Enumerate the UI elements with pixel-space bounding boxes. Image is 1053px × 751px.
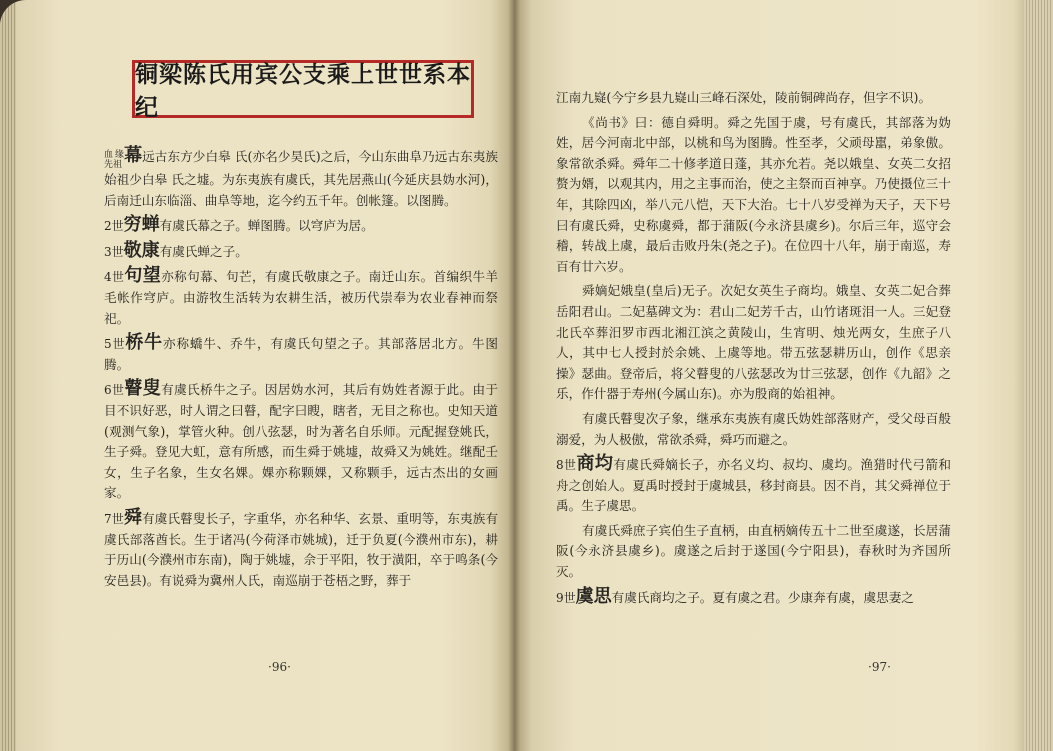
ancestor-tag: 血缘先祖 [104,150,124,170]
genealogy-entry [104,333,498,375]
left-page-text [104,146,498,595]
right-paragraph [556,454,951,517]
ancestor-name: 穷蝉 [123,214,160,236]
ancestor-name: 瞽叟 [124,378,162,400]
ancestor-name: 敬康 [123,239,160,261]
genealogy-entry [104,266,498,329]
entry-text: 亦称句幕、句芒，有虞氏敬康之子。南迁山东。首编织牛羊毛帐作穹庐。由游牧生活转为农耕生活，被历代崇奉为农业春神而祭祀。 [104,269,499,326]
left-page-edges [0,0,16,751]
entry-text: 远古东方少白皋 氏(亦名少昊氏)之后，今山东曲阜乃远古东夷族始祖少白皋 氏之墟。为东夷族有虞氏，其先居燕山(今延庆县妫水河)，后南迁山东临淄、曲阜等地，迄今约五千年。创帐篷。以图腾。 [104,149,498,208]
paragraph-text: 有虞氏舜庶子宾伯生子直柄，由直柄嫡传五十二世至虞遂，长居蒲阪(今永济县虞乡)。虞遂之后封于遂国(今宁阳县)，春秋时为齐国所灭。 [556,522,951,580]
ancestor-name: 桥牛 [125,332,164,354]
paragraph-text: 江南九嶷(今宁乡县九嶷山三峰石深处，陵前铜碑尚存，但字不识)。 [556,90,932,105]
ancestor-name: 舜 [123,506,143,528]
generation-number: 5世 [104,337,126,352]
genealogy-entry [104,379,498,504]
ancestor-name: 幕 [124,145,143,166]
right-paragraph [556,521,951,583]
paragraph-text: 有虞氏舜嫡长子，亦名义均、叔均、虞均。渔猎时代弓箭和舟之创始人。夏禹时授封于虞城县，移封商县。因不肖，其父舜禅位于禹。生子虞思。 [556,457,952,514]
generation-number: 7世 [104,511,124,526]
generation-number: 3世 [104,244,124,259]
ancestor-name: 商均 [576,453,614,475]
book-spine [508,0,520,751]
left-page [0,0,514,751]
right-page [514,0,1024,751]
title-box [132,60,474,121]
paragraph-text: 舜嫡妃娥皇(皇后)无子。次妃女英生子商均。娥皇、女英二妃合葬岳阳君山。二妃墓碑文为：君山二妃芳千古，山竹诸斑泪一人。三妃登北氏卒葬汨罗市西北湘江滨之黄陵山，生宵明、烛光两女，生庶子八人，其中七人授封於余姚、上虞等地。带五弦瑟耕历山，创作《思亲操》瑟曲。登帝后，将父瞽叟的八弦瑟改为廿三弦瑟，创作《九韶》之乐，作什器于寿州(今属山东)。亦为殷商的始祖神。 [556,283,951,402]
right-paragraph [556,113,951,278]
genealogy-entry [104,241,498,263]
paragraph-text: 有虞氏商均之子。夏有虞之君。少康奔有虞，虞思妻之 [611,589,914,605]
page-number-right: ·97· [868,660,891,674]
right-paragraph [556,281,951,405]
right-paragraph [556,409,951,450]
entry-text: 有虞氏桥牛之子。因居妫水河，其后有妫姓者源于此。由于目不识好恶，时人谓之曰瞽，配字曰瞍，瞎者，无目之称也。史知天道(观测气象)，掌管火种。创八弦瑟，时为著名自乐师。元配握登姚氏，生子舜。登见大虹，意有所感，而生舜于姚墟，故舜又为姚姓。继配壬女，生子名象，生女名婐。婐亦称颗婐，又称颗手，远古杰出的女画家。 [104,382,499,501]
generation-number: 2世 [104,219,124,234]
generation-number: 4世 [104,270,125,285]
right-paragraph [556,88,951,109]
entry-text: 有虞氏蝉之子。 [159,243,248,259]
ancestor-name: 虞思 [575,585,612,607]
entry-text: 亦称蟜牛、乔牛，有虞氏句望之子。其部落居北方。牛图腾。 [104,336,499,372]
paragraph-text: 有虞氏瞽叟次子象，继承东夷族有虞氏妫姓部落财产，受父母百般溺爱，为人极傲，常欲杀舜，舜巧而避之。 [556,410,951,447]
right-page-edges [1024,0,1053,751]
entry-text: 有虞氏幕之子。蝉图腾。以穹庐为居。 [159,218,374,234]
page-number-left: ·96· [268,660,291,674]
paragraph-text: 《尚书》曰：德自舜明。舜之先国于虞，号有虞氏，其部落为妫姓，居今河南北中部，以桃和鸟为图腾。性至孝，父顽母嚚，弟象傲。象常欲杀舜。舜年二十修孝道日蓬，其亦允若。尧以娥皇、女英二女招赘为婿，以观其内，用之主事而治，使之主祭而百神享。乃使摄位三十年，其除四凶，举八元八恺，天下大治。七十八岁受禅为天子，天下号曰有虞氏舜，史称虞舜，都于蒲阪(今永济县虞乡)。尔后三年，巡守会稽，转战上虞，最后击败丹朱(尧之子)。在位四十八年，崩于南巡，寿百有廿六岁。 [556,114,951,274]
ancestor-name: 句望 [124,265,162,287]
generation-number: 6世 [104,383,125,398]
generation-number: 8世 [556,458,577,473]
genealogy-entry [104,508,498,591]
page-title: 铜梁陈氏用宾公支乘上世世系本纪 [135,61,471,121]
right-page-text [556,88,951,612]
genealogy-entry [104,215,498,237]
entry-text: 有虞氏瞽叟长子，字重华，亦名种华、玄景、重明等，东夷族有虞氏部落酋长。生于诸冯(今荷泽市姚城)，迁于负夏(今濮州市东)，耕于历山(今濮州市东南)，陶于姚墟，佘于平阳，牧于潢阳，卒于鸣条(今安邑县)。有说舜为冀州人氏，南巡崩于苍梧之野，葬于 [104,510,499,588]
right-paragraph [556,587,951,609]
generation-number: 9世 [556,590,576,605]
genealogy-entry [104,146,498,211]
